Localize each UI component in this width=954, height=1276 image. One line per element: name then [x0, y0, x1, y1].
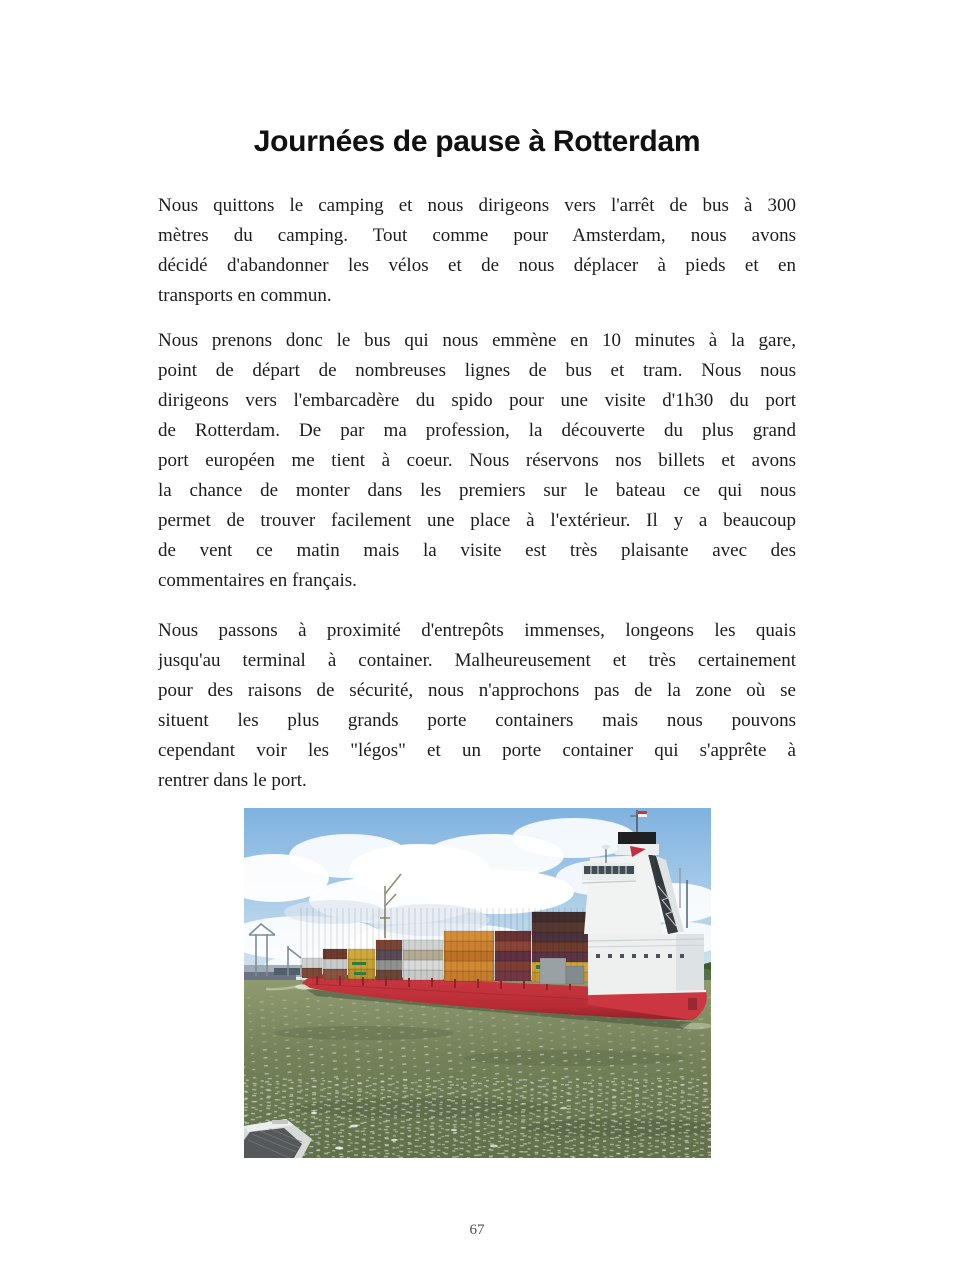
body-line: cependant voir les "légos" et un porte container qui s'apprête à — [158, 740, 796, 761]
body-line: Nous passons à proximité d'entrepôts immenses, longeons les quais — [158, 620, 796, 641]
paragraph-2 — [158, 326, 796, 596]
paragraph-1 — [158, 191, 796, 311]
body-line: rentrer dans le port. — [158, 770, 307, 791]
body-line: permet de trouver facilement une place à l'extérieur. Il y a beaucoup — [158, 510, 796, 531]
flag-icon — [638, 811, 647, 814]
page-title: Journées de pause à Rotterdam — [253, 125, 701, 158]
body-line: pour des raisons de sécurité, nous n'approchons pas de la zone où se — [158, 680, 796, 701]
body-line: situent les plus grands porte containers mais nous pouvons — [158, 710, 796, 731]
body-line: mètres du camping. Tout comme pour Amsterdam, nous avons — [158, 225, 796, 246]
body-line: dirigeons vers l'embarcadère du spido pour une visite d'1h30 du port — [158, 390, 796, 411]
body-line: décidé d'abandonner les vélos et de nous déplacer à pieds et en — [158, 255, 796, 276]
body-line: de vent ce matin mais la visite est très plaisante avec des — [158, 540, 796, 561]
body-line: Nous prenons donc le bus qui nous emmène en 10 minutes à la gare, — [158, 330, 796, 351]
paragraph-3 — [158, 616, 796, 796]
body-line: port européen me tient à coeur. Nous réservons nos billets et avons — [158, 450, 796, 471]
body-line: transports en commun. — [158, 285, 332, 306]
body-line: Nous quittons le camping et nous dirigeons vers l'arrêt de bus à 300 — [158, 195, 796, 216]
body-line: commentaires en français. — [158, 570, 357, 591]
funnel-cap — [618, 832, 656, 844]
page-number: 67 — [469, 1222, 485, 1238]
container-ship-photo — [244, 808, 711, 1158]
body-line: la chance de monter dans les premiers sur le bateau ce qui nous — [158, 480, 796, 501]
body-line: jusqu'au terminal à container. Malheureusement et très certainement — [158, 650, 796, 671]
body-line: point de départ de nombreuses lignes de bus et tram. Nous nous — [158, 360, 796, 381]
body-line: de Rotterdam. De par ma profession, la découverte du plus grand — [158, 420, 796, 441]
